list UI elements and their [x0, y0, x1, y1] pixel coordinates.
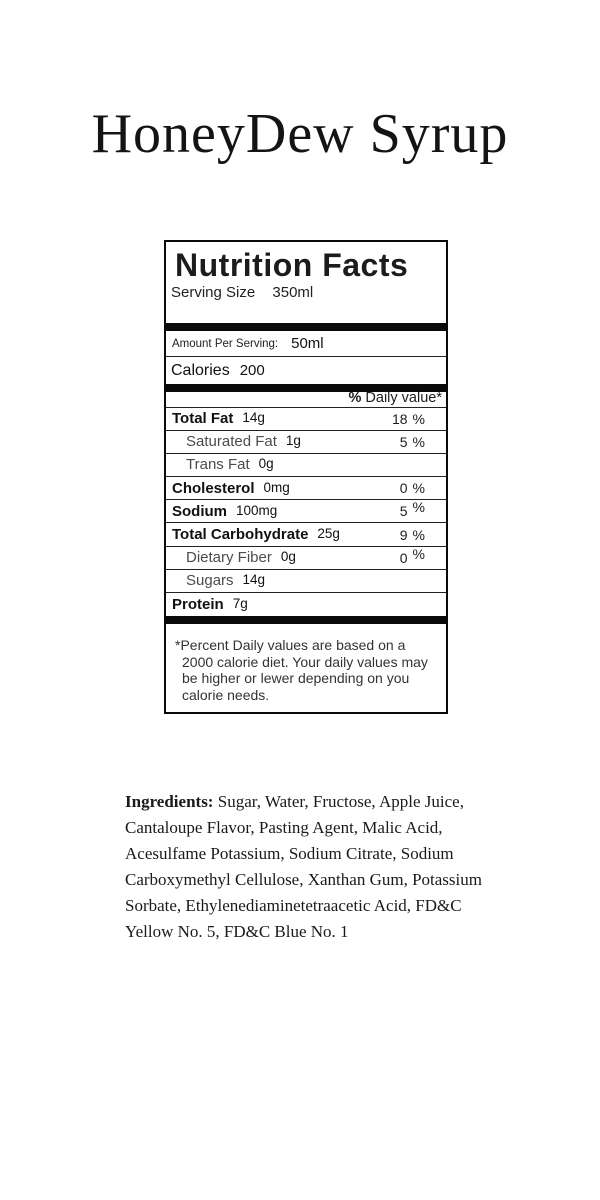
- ingredients-label: Ingredients:: [125, 792, 214, 811]
- nutrient-daily-value: [400, 527, 446, 543]
- nutrient-daily-value: [400, 434, 446, 450]
- ingredients-paragraph: [125, 789, 499, 945]
- nutrient-amount: 25g: [317, 526, 340, 542]
- nutrient-row: [166, 547, 446, 570]
- nutrient-amount: 14g: [242, 410, 265, 426]
- percent-sign: %: [412, 410, 425, 427]
- nutrient-row: [166, 593, 446, 616]
- nutrient-label: Sugars: [186, 572, 234, 590]
- ingredients-text: Sugar, Water, Fructose, Apple Juice, Cantaloupe Flavor, Pasting Agent, Malic Acid, Acesulfame Potassium, Sodium Citrate, Sodium Carboxymethyl Cellulose, Xanthan Gum, Potassium Sorbate, Ethylenediaminetetraacetic Acid, FD&C Yellow No. 5, FD&C Blue No. 1: [125, 792, 482, 941]
- nutrient-row: [166, 570, 446, 593]
- daily-value-number: 9: [399, 526, 408, 543]
- nutrient-row: [166, 431, 446, 454]
- daily-value-number: 18: [391, 410, 408, 427]
- amount-per-serving-label: Amount Per Serving:: [172, 337, 279, 350]
- nutrition-facts-header: [166, 242, 446, 323]
- nutrient-row: [166, 408, 446, 431]
- amount-per-serving-value: 50ml: [291, 335, 324, 352]
- percent-sign: %: [412, 499, 425, 516]
- percent-sign: %: [348, 390, 362, 406]
- nutrient-daily-value: [399, 545, 446, 566]
- calories-value: 200: [239, 362, 265, 379]
- nutrient-rows: [166, 408, 446, 617]
- daily-value-header: [166, 392, 446, 408]
- nutrient-amount: 0mg: [263, 479, 290, 495]
- nutrition-facts-title: Nutrition Facts: [175, 247, 409, 283]
- calories-label: Calories: [171, 361, 230, 379]
- nutrient-label: Protein: [172, 596, 224, 614]
- daily-value-number: 0: [399, 549, 408, 566]
- nutrient-row: [166, 500, 446, 523]
- nutrient-label: Dietary Fiber: [186, 549, 272, 567]
- percent-sign: %: [412, 545, 425, 562]
- serving-size-row: [171, 284, 446, 301]
- nutrient-amount: 0g: [280, 549, 296, 565]
- daily-value-number: 5: [399, 433, 408, 450]
- nutrient-daily-value: [400, 480, 446, 496]
- daily-value-header-text: Daily value*: [365, 390, 442, 406]
- nutrient-amount: 0g: [258, 456, 274, 472]
- serving-size-label: Serving Size: [171, 284, 256, 301]
- page-title: HoneyDew Syrup: [91, 103, 509, 165]
- nutrient-amount: 1g: [285, 433, 301, 449]
- percent-sign: %: [412, 526, 425, 543]
- daily-value-number: 0: [399, 480, 408, 497]
- nutrient-row: [166, 523, 446, 546]
- nutrient-daily-value: [399, 499, 446, 520]
- nutrient-amount: 7g: [232, 596, 248, 612]
- daily-value-number: 5: [399, 503, 408, 520]
- nutrient-label: Cholesterol: [172, 479, 255, 497]
- nutrient-row: [166, 477, 446, 500]
- nutrition-facts-panel: [164, 240, 448, 714]
- amount-per-serving-row: [166, 331, 446, 357]
- nutrient-label: Trans Fat: [186, 456, 250, 474]
- calories-row: [166, 357, 446, 384]
- nutrient-label: Saturated Fat: [186, 433, 277, 451]
- daily-value-footnote: *Percent Daily values are based on a 2000 calorie diet. Your daily values may be higher or lewer depending on you calorie needs.: [175, 637, 428, 703]
- serving-size-value: 350ml: [272, 284, 314, 301]
- nutrient-label: Total Fat: [172, 410, 234, 428]
- nutrient-daily-value: [392, 411, 446, 427]
- thick-divider-bar: [166, 323, 446, 331]
- nutrient-row: [166, 454, 446, 477]
- percent-sign: %: [412, 433, 425, 450]
- nutrient-label: Total Carbohydrate: [172, 526, 309, 544]
- thick-divider-bar: [166, 616, 446, 624]
- nutrient-label: Sodium: [172, 502, 227, 520]
- nutrient-amount: 100mg: [236, 502, 278, 518]
- percent-sign: %: [412, 480, 425, 497]
- nutrient-amount: 14g: [242, 572, 266, 588]
